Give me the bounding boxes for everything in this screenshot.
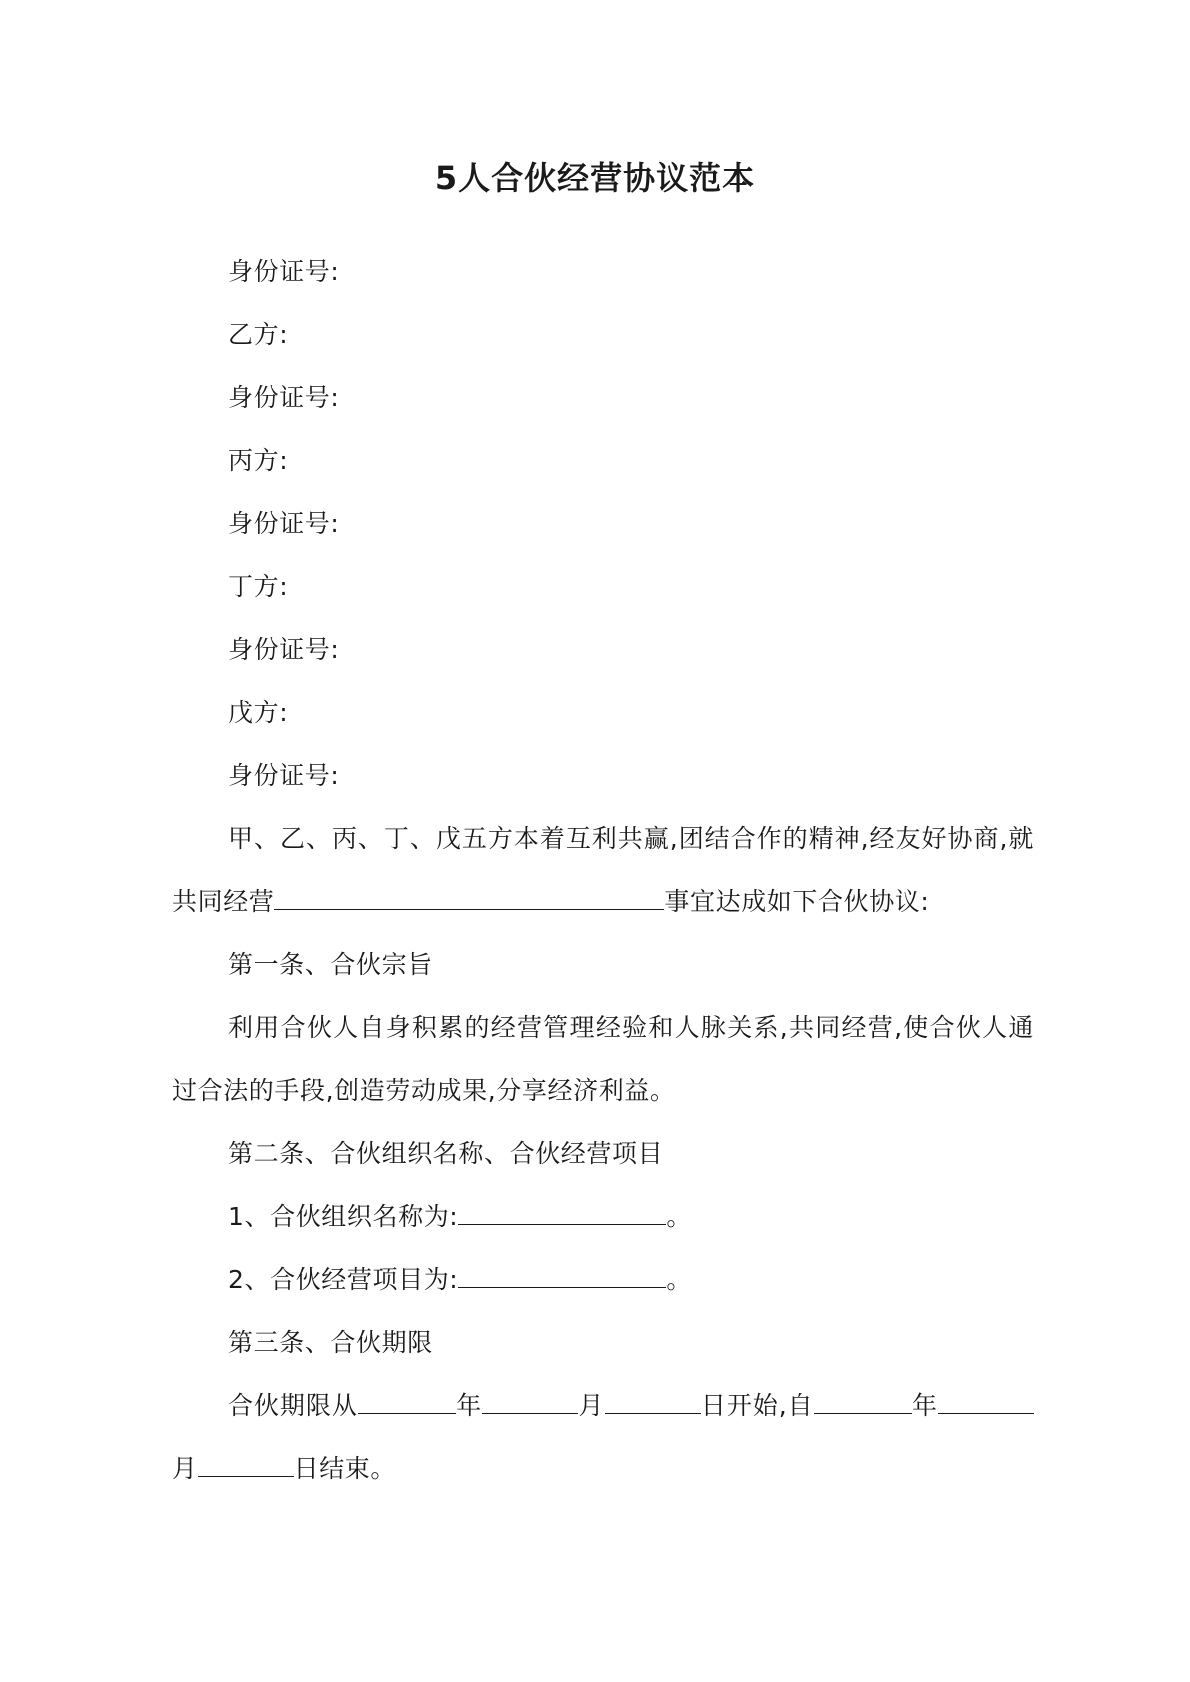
- preamble-paragraph: 甲、乙、丙、丁、戊五方本着互利共赢,团结合作的精神,经友好协商,就共同经营 事宜达成如下合伙协议:: [172, 824, 1034, 916]
- fill-in-blank: [938, 1387, 1034, 1414]
- fill-in-blank: [458, 1198, 666, 1225]
- article-2-item-1: 1、合伙组织名称为: 。: [172, 1185, 1034, 1248]
- field-id-number-2: 身份证号:: [228, 383, 340, 412]
- article-3-paragraph: 合伙期限从 年 月 日开始,自 年月 日结束。: [172, 1374, 1034, 1500]
- fill-in-blank: [482, 1387, 578, 1414]
- field-party-b: 乙方:: [228, 320, 289, 349]
- field-party-c: 丙方:: [228, 446, 289, 475]
- field-party-e: 戊方:: [228, 698, 289, 727]
- fill-in-blank: [198, 1450, 294, 1477]
- article-1-paragraph: 利用合伙人自身积累的经营管理经验和人脉关系,共同经营,使合伙人通过合法的手段,创造劳动成果,分享经济利益。: [172, 1013, 1034, 1105]
- document-body: [172, 240, 1034, 1500]
- field-id-number-1: 身份证号:: [228, 257, 340, 286]
- article-1-heading: 第一条、合伙宗旨: [228, 950, 433, 979]
- field-id-number-5: 身份证号:: [228, 761, 340, 790]
- article-2-item-2: 2、合伙经营项目为: 。: [172, 1248, 1034, 1311]
- field-party-d: 丁方:: [228, 572, 289, 601]
- fill-in-blank: [274, 883, 664, 910]
- field-id-number-4: 身份证号:: [228, 635, 340, 664]
- article-2-heading: 第二条、合伙组织名称、合伙经营项目: [228, 1139, 664, 1168]
- document-title: 5人合伙经营协议范本: [434, 159, 756, 197]
- fill-in-blank: [358, 1387, 456, 1414]
- fill-in-blank: [605, 1387, 701, 1414]
- fill-in-blank: [458, 1261, 666, 1288]
- article-3-heading: 第三条、合伙期限: [228, 1328, 433, 1357]
- field-id-number-3: 身份证号:: [228, 509, 340, 538]
- fill-in-blank: [814, 1387, 912, 1414]
